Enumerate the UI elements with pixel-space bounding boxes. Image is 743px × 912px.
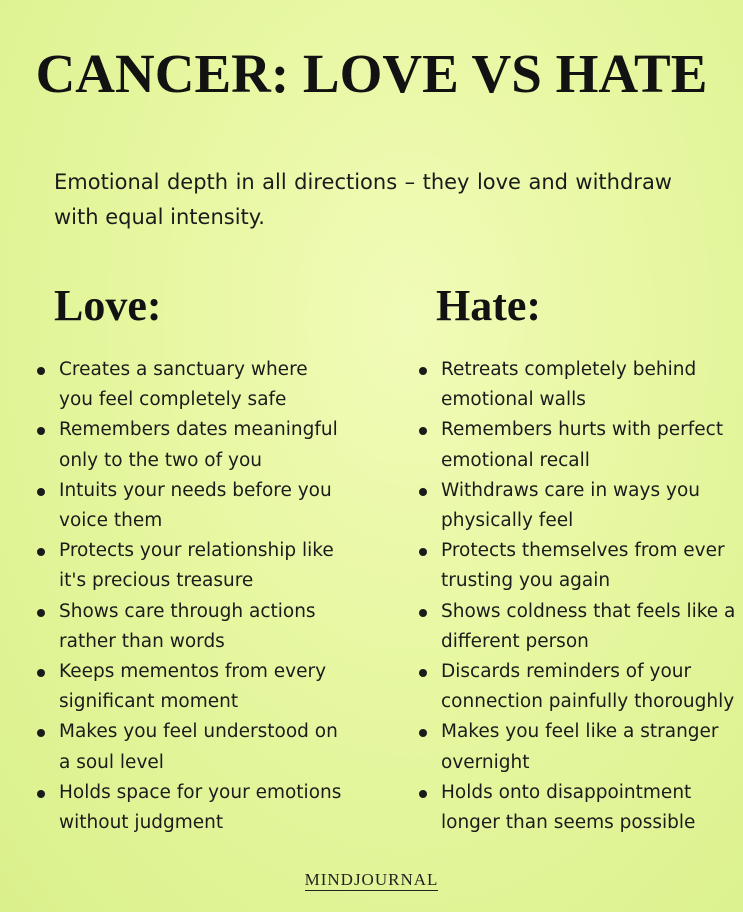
- bullet-icon: [37, 548, 45, 556]
- love-item-text: Shows care through actions rather than words: [59, 600, 316, 652]
- brand-logo-text: MINDJOURNAL: [304, 870, 439, 889]
- hate-list-item: [436, 597, 736, 657]
- bullet-icon: [37, 427, 45, 435]
- hate-heading: Hate:: [436, 281, 542, 330]
- hate-item-text: Remembers hurts with perfect emotional recall: [441, 419, 724, 471]
- bullet-icon: [419, 548, 427, 556]
- hate-list-item: [436, 778, 736, 838]
- hate-list-item: [436, 415, 736, 475]
- hate-item-text: Protects themselves from ever trusting you again: [441, 540, 725, 592]
- bullet-icon: [37, 729, 45, 737]
- hate-list-item: [436, 476, 736, 536]
- hate-item-text: Holds onto disappointment longer than seems possible: [441, 781, 696, 834]
- love-list-item: [54, 778, 344, 838]
- hate-list: [436, 355, 736, 838]
- love-item-text: Intuits your needs before you voice them: [59, 479, 332, 532]
- bullet-icon: [37, 367, 45, 375]
- love-item-text: Holds space for your emotions without judgment: [59, 781, 342, 834]
- hate-item-text: Discards reminders of your connection painfully thoroughly: [441, 661, 735, 713]
- love-list-item: [54, 597, 344, 657]
- bullet-icon: [419, 669, 427, 677]
- page-title: CANCER: LOVE VS HATE: [35, 43, 708, 104]
- hate-column: [436, 280, 736, 838]
- love-item-text: Remembers dates meaningful only to the two of you: [59, 419, 338, 471]
- love-list-item: [54, 476, 344, 536]
- hate-item-text: Shows coldness that feels like a different person: [441, 600, 736, 652]
- bullet-icon: [37, 609, 45, 617]
- bullet-icon: [419, 427, 427, 435]
- love-list-item: [54, 536, 344, 596]
- bullet-icon: [419, 790, 427, 798]
- hate-list-item: [436, 536, 736, 596]
- love-item-text: Makes you feel understood on a soul level: [59, 721, 338, 773]
- hate-item-text: Retreats completely behind emotional walls: [441, 359, 697, 411]
- love-list-item: [54, 355, 344, 415]
- love-column: [54, 280, 344, 838]
- bullet-icon: [419, 488, 427, 496]
- hate-list-item: [436, 657, 736, 717]
- love-list-item: [54, 657, 344, 717]
- bullet-icon: [419, 729, 427, 737]
- hate-item-text: Makes you feel like a stranger overnight: [441, 721, 719, 773]
- bullet-icon: [37, 669, 45, 677]
- hate-list-item: [436, 355, 736, 415]
- brand-logo: [0, 870, 743, 890]
- bullet-icon: [419, 367, 427, 375]
- love-item-text: Creates a sanctuary where you feel completely safe: [59, 359, 308, 411]
- love-item-text: Keeps mementos from every significant moment: [59, 661, 327, 713]
- hate-list-item: [436, 717, 736, 777]
- love-list: [54, 355, 344, 838]
- bullet-icon: [37, 790, 45, 798]
- bullet-icon: [37, 488, 45, 496]
- subtitle: Emotional depth in all directions – they love and withdraw with equal intensity.: [54, 170, 672, 229]
- love-item-text: Protects your relationship like it's precious treasure: [59, 540, 334, 592]
- love-list-item: [54, 415, 344, 475]
- love-heading: Love:: [54, 281, 162, 330]
- love-list-item: [54, 717, 344, 777]
- hate-item-text: Withdraws care in ways you physically feel: [441, 479, 700, 532]
- bullet-icon: [419, 609, 427, 617]
